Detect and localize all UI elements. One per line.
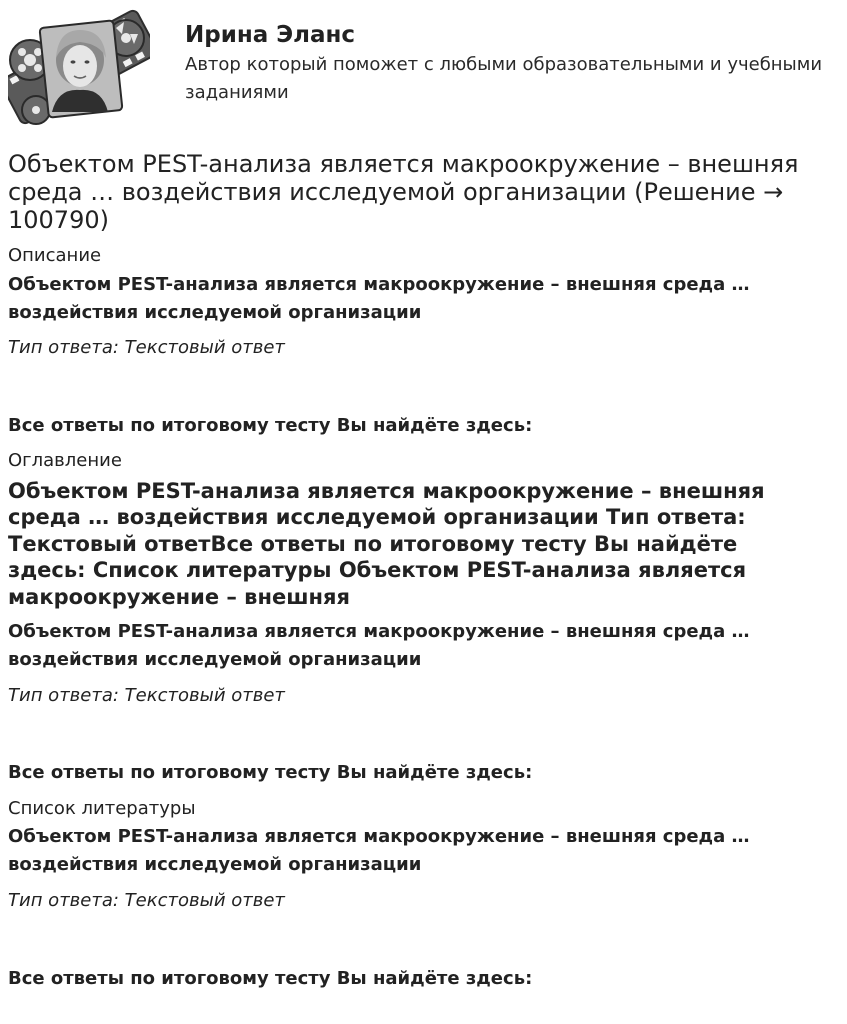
description-all-answers: Все ответы по итоговому тесту Вы найдёте здесь: — [8, 415, 533, 436]
toc-answer-type: Тип ответа: Текстовый ответ — [8, 685, 285, 707]
author-card — [8, 8, 838, 128]
literature-answer-type: Тип ответа: Текстовый ответ — [8, 890, 285, 912]
literature-all-answers: Все ответы по итоговому тесту Вы найдёте здесь: — [8, 968, 533, 990]
toc-question: Объектом PEST-анализа является макроокружение – внешняя среда … воздействия исследуемой организации — [8, 621, 750, 671]
description-question: Объектом PEST-анализа является макроокружение – внешняя среда … воздействия исследуемой организации — [8, 274, 750, 323]
main-content — [8, 150, 838, 993]
author-name[interactable]: Ирина Эланс — [185, 22, 356, 48]
literature-question: Объектом PEST-анализа является макроокружение – внешняя среда … воздействия исследуемой организации — [8, 826, 750, 876]
section-label-literature: Список литературы — [8, 798, 196, 820]
section-label-toc: Оглавление — [8, 450, 122, 471]
toc-all-answers: Все ответы по итоговому тесту Вы найдёте здесь: — [8, 762, 533, 784]
author-bio: Автор который поможет с любыми образовательными и учебными заданиями — [185, 54, 823, 103]
description-answer-type: Тип ответа: Текстовый ответ — [8, 337, 285, 358]
film-reel-avatar-icon — [8, 8, 150, 126]
page-title: Объектом PEST-анализа является макроокружение – внешняя среда … воздействия исследуемой организации (Решение → 100790) — [8, 150, 799, 234]
section-label-description: Описание — [8, 245, 102, 266]
toc-heading: Объектом PEST-анализа является макроокружение – внешняя среда … воздействия исследуемой организации Тип ответа: Текстовый ответВсе ответы по итоговому тесту Вы найдёте здесь: Список литературы Объектом PEST-анализа является макроокружение – внешняя — [8, 479, 765, 609]
